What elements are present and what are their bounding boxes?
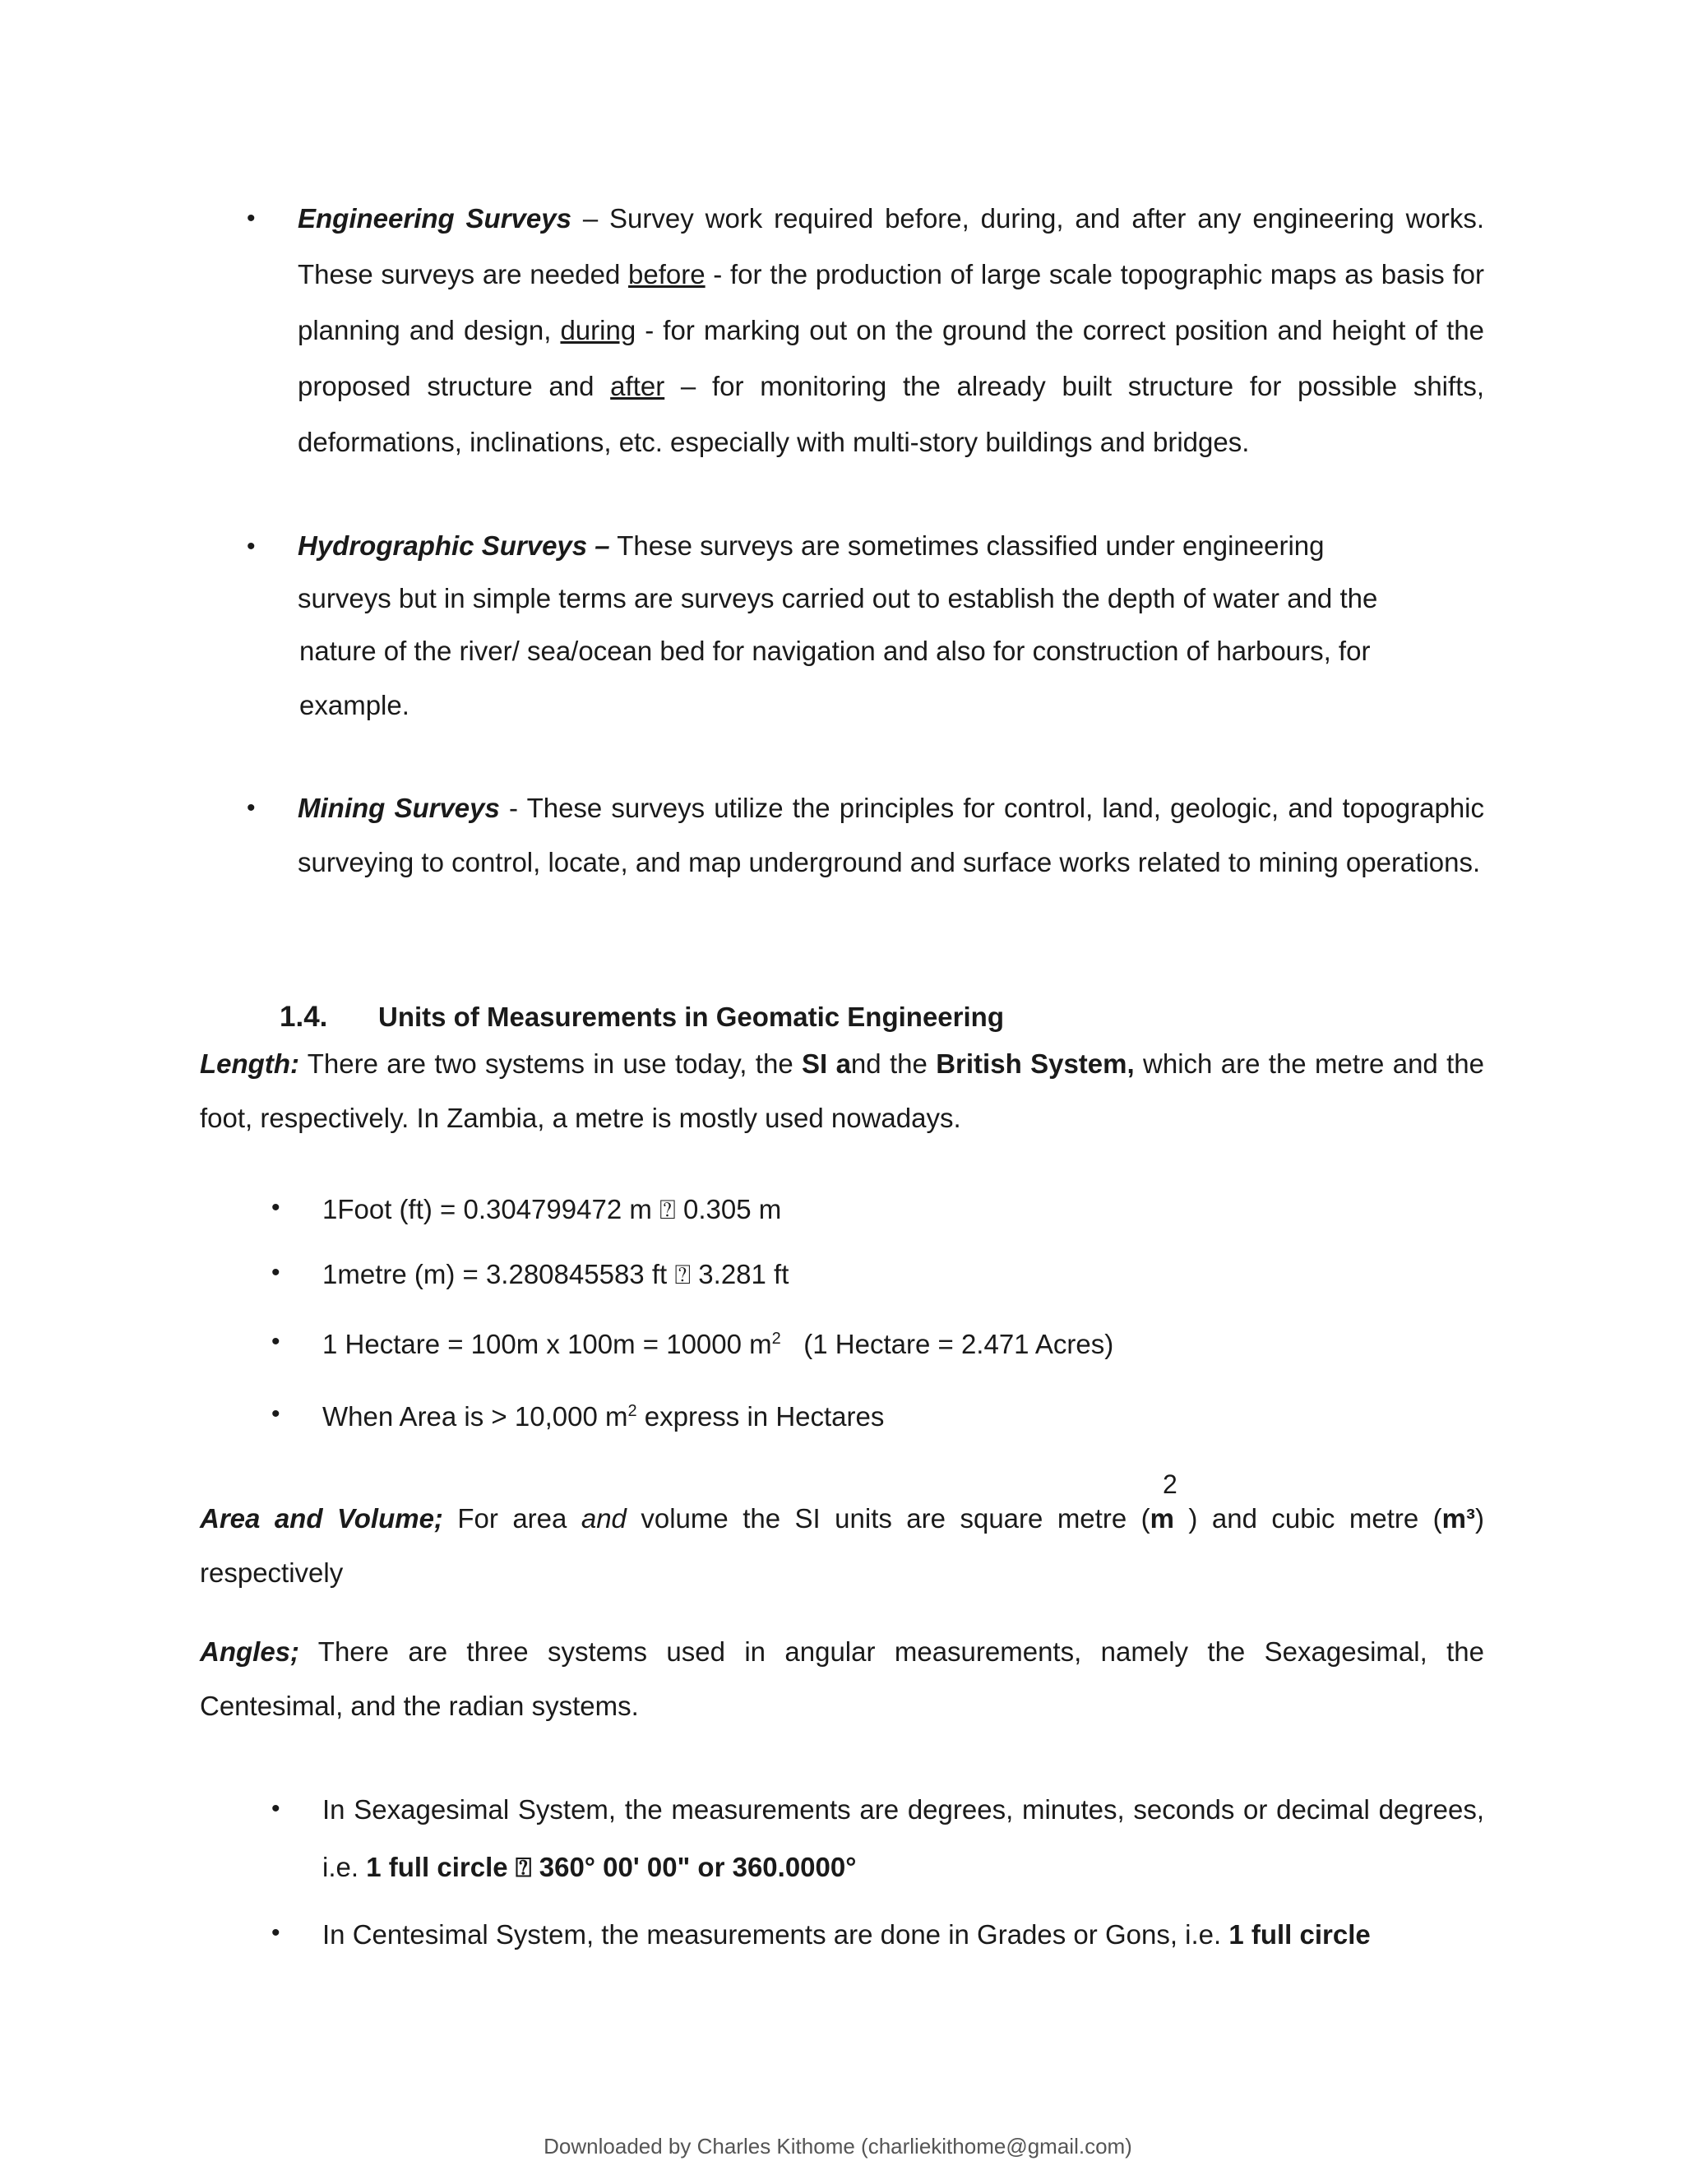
download-footer: Downloaded by Charles Kithome (charliekithome@gmail.com) [544,2134,1132,2159]
bullet-marker: • [271,1795,280,1822]
bullet-foot-conversion: 1Foot (ft) = 0.304799472 m ⍰ 0.305 m [322,1194,782,1224]
bullet-sexagesimal: In Sexagesimal System, the measurements are degrees, minutes, seconds or decimal degrees, i.e. 1 full circle ⍰ 360° 00' 00" or 360.0000° [322,1794,1484,1882]
section-number: 1.4. [280,1001,328,1033]
bullet-marker: • [271,1400,280,1427]
term-hydrographic-surveys: Hydrographic Surveys – [298,530,610,561]
bullet-mining-surveys: Mining Surveys - These surveys utilize the principles for control, land, geologic, and topographic surveying to control, locate, and map underground and surface works related to mining operations. [298,793,1484,877]
label-area-volume: Area and Volume; [200,1503,443,1534]
bullet-marker: • [271,1194,280,1221]
paragraph-area-volume: Area and Volume; For area and volume the SI units are square metre (m ) and cubic metre (m³) respectively [200,1503,1485,1588]
bullet-marker: • [247,205,256,232]
floating-superscript: 2 [1163,1469,1177,1499]
bullet-marker: • [247,533,256,560]
bullet-marker: • [271,1919,280,1946]
term-mining-surveys: Mining Surveys [298,793,500,823]
bullet-marker: • [271,1259,280,1286]
paragraph-angles: Angles; There are three systems used in angular measurements, namely the Sexagesimal, the Centesimal, and the radian systems. [200,1636,1484,1721]
bullet-hydrographic-surveys: Hydrographic Surveys – These surveys are sometimes classified under engineering surveys but in simple terms are surveys carried out to establish the depth of water and the nature of the river/ sea/ocean bed for navigation and also for construction of harbours, for example. [298,530,1378,720]
underlined-after: after [610,371,665,401]
paragraph-length: Length: There are two systems in use today, the SI and the British System, which are the metre and the foot, respectively. In Zambia, a metre is mostly used nowadays. [200,1048,1484,1133]
underlined-during: during [560,315,636,345]
bullet-marker: • [271,1328,280,1355]
bullet-marker: • [247,794,256,821]
underlined-before: before [628,259,706,289]
bullet-hectare-definition: 1 Hectare = 100m x 100m = 10000 $m^2$ (1 Hectare = 2.471 Acres) [322,1329,1114,1359]
section-heading [280,999,1004,1035]
bullet-centesimal: In Centesimal System, the measurements are done in Grades or Gons, i.e. 1 full circle [322,1919,1371,1950]
label-length: Length: [200,1048,299,1079]
bullet-area-hectares: When Area is > 10,000 $m^2$ express in Hectares [322,1401,885,1432]
section-title: Units of Measurements in Geomatic Engineering [378,1002,1004,1032]
bullet-engineering-surveys: Engineering Surveys – Survey work required before, during, and after any engineering works. These surveys are needed before - for the production of large scale topographic maps as basis for planning and design, during - for marking out on the ground the correct position and height of the proposed structure and after – for monitoring the already built structure for possible shifts, deformations, inclinations, etc. especially with multi-story buildings and bridges. [298,203,1485,457]
term-engineering-surveys: Engineering Surveys [298,203,571,234]
label-angles: Angles; [200,1636,300,1667]
bullet-metre-conversion: 1metre (m) = 3.280845583 ft ⍰ 3.281 ft [322,1259,789,1289]
